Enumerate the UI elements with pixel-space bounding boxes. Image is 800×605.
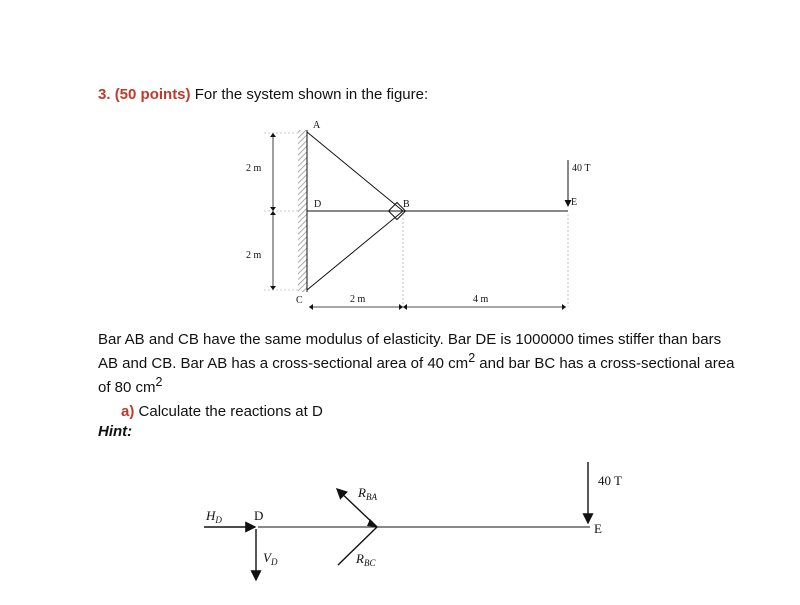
part-a-text: Calculate the reactions at D [138, 403, 323, 420]
question-number: 3. [98, 86, 111, 103]
label-E: E [571, 197, 578, 208]
dim-horiz-2-label: 4 m [473, 294, 489, 305]
part-a-label: a) [121, 403, 135, 420]
description-line1: Bar AB and CB have the same modulus of elasticity. Bar DE is 1000000 times stiffer than bars AB and CB. Bar AB has a cross-sectional area of 40 cm [98, 331, 722, 372]
label-D: D [314, 199, 322, 210]
label-B: B [403, 199, 410, 210]
label-A: A [313, 120, 321, 131]
description-line2: and bar BC has a cross-sectional area of 80 cm [98, 355, 735, 396]
hd-label: $H_D$ [206, 508, 222, 525]
hint-label: Hint: [98, 423, 133, 440]
hint-load-label: 40 T [598, 473, 622, 488]
rba-label: $R_{BA}$ [358, 485, 377, 502]
rbc-label: $R_{BC}$ [356, 551, 376, 568]
dim-upper-label: 2 m [246, 163, 262, 174]
dim-lower-label: 2 m [246, 250, 262, 261]
question-points: (50 points) [114, 86, 191, 103]
vd-label: $V_D$ [263, 550, 278, 567]
description-sup1: 2 [468, 351, 476, 365]
load-label: 40 T [572, 163, 591, 174]
rbc-arrowhead [367, 519, 378, 527]
hint-e-label: E [594, 521, 602, 536]
label-C: C [296, 295, 303, 306]
hint-d-label: D [254, 508, 264, 523]
dim-horiz-1-label: 2 m [350, 294, 366, 305]
description-sup2: 2 [155, 375, 163, 389]
question-prompt: For the system shown in the figure: [194, 86, 429, 103]
